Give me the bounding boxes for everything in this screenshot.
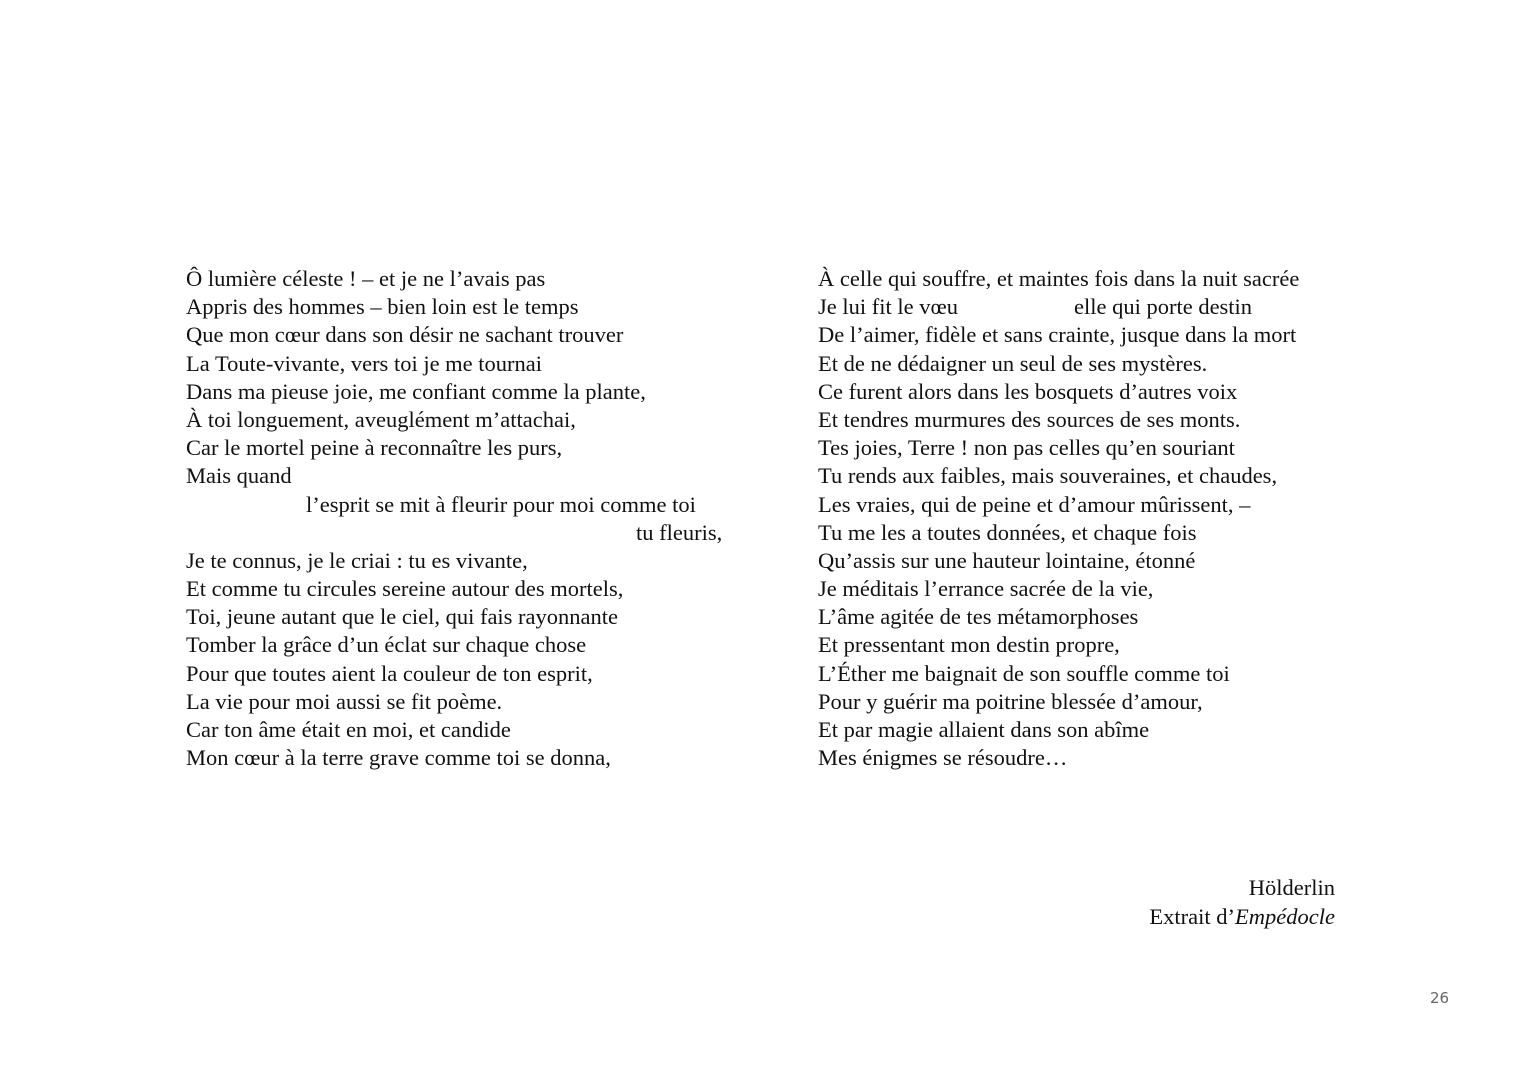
poem-line: L’âme agitée de tes métamorphoses: [818, 604, 1139, 630]
poem-line: Car le mortel peine à reconnaître les purs,: [186, 435, 563, 461]
poem-line-indented: l’esprit se mit à fleurir pour moi comme toi: [306, 491, 696, 517]
poem-line: Pour y guérir ma poitrine blessée d’amour,: [818, 688, 1203, 714]
poem-line: Et comme tu circules sereine autour des mortels,: [186, 576, 624, 602]
poem-line: Mon cœur à la terre grave comme toi se donna,: [186, 745, 611, 771]
poem-line: Appris des hommes – bien loin est le temps: [186, 294, 579, 320]
poem-line: Toi, jeune autant que le ciel, qui fais rayonnante: [186, 604, 619, 630]
poem-line: Et pressentant mon destin propre,: [818, 632, 1120, 658]
poem-line: Je te connus, je le criai : tu es vivante,: [186, 547, 528, 573]
poem-line: Ô lumière céleste ! – et je ne l’avais pas: [186, 266, 546, 291]
poem-line: Car ton âme était en moi, et candide: [186, 717, 511, 742]
page-number: 26: [1430, 989, 1450, 1007]
poem-line: Tes joies, Terre ! non pas celles qu’en souriant: [818, 435, 1235, 461]
poem-left-column: [186, 265, 722, 772]
source-prefix: Extrait d’: [1149, 904, 1236, 929]
poem-line: Et de ne dédaigner un seul de ses mystères.: [818, 350, 1208, 376]
poem-line: La Toute-vivante, vers toi je me tournai: [186, 350, 543, 376]
poem-line: Les vraies, qui de peine et d’amour mûrissent, –: [818, 491, 1251, 517]
source-citation: [1149, 902, 1335, 931]
poem-line: Tu rends aux faibles, mais souveraines, et chaudes,: [818, 463, 1278, 489]
signature-block: [1149, 873, 1335, 931]
poem-line-split: [818, 293, 1299, 321]
poem-line: À celle qui souffre, et maintes fois dans la nuit sacrée: [818, 266, 1300, 291]
poem-line: Et tendres murmures des sources de ses monts.: [818, 406, 1241, 432]
poem-line: Tomber la grâce d’un éclat sur chaque chose: [186, 632, 587, 658]
poem-line: Tu me les a toutes données, et chaque fois: [818, 519, 1197, 545]
author-name: Hölderlin: [1248, 875, 1335, 900]
poem-line: De l’aimer, fidèle et sans crainte, jusque dans la mort: [818, 322, 1297, 348]
poem-line: Dans ma pieuse joie, me confiant comme la plante,: [186, 378, 646, 404]
poem-line: Ce furent alors dans les bosquets d’autres voix: [818, 378, 1238, 404]
poem-line-part: Je lui fit le vœu: [818, 294, 958, 320]
poem-line: L’Éther me baignait de son souffle comme toi: [818, 660, 1230, 686]
source-title: Empédocle: [1235, 904, 1335, 929]
poem-line: Mes énigmes se résoudre…: [818, 745, 1068, 771]
poem-line: À toi longuement, aveuglément m’attachai,: [186, 406, 576, 432]
poem-line: Je méditais l’errance sacrée de la vie,: [818, 576, 1154, 602]
poem-line: La vie pour moi aussi se fit poème.: [186, 688, 503, 714]
poem-line: Mais quand: [186, 463, 292, 489]
poem-line: Qu’assis sur une hauteur lointaine, étonné: [818, 547, 1196, 573]
poem-line: Que mon cœur dans son désir ne sachant trouver: [186, 322, 624, 348]
poem-right-column: [818, 265, 1299, 772]
poem-line-part: elle qui porte destin: [1073, 294, 1253, 320]
poem-line: Et par magie allaient dans son abîme: [818, 717, 1150, 742]
poem-line: Pour que toutes aient la couleur de ton esprit,: [186, 660, 593, 686]
poem-line-indented: tu fleuris,: [636, 519, 723, 545]
